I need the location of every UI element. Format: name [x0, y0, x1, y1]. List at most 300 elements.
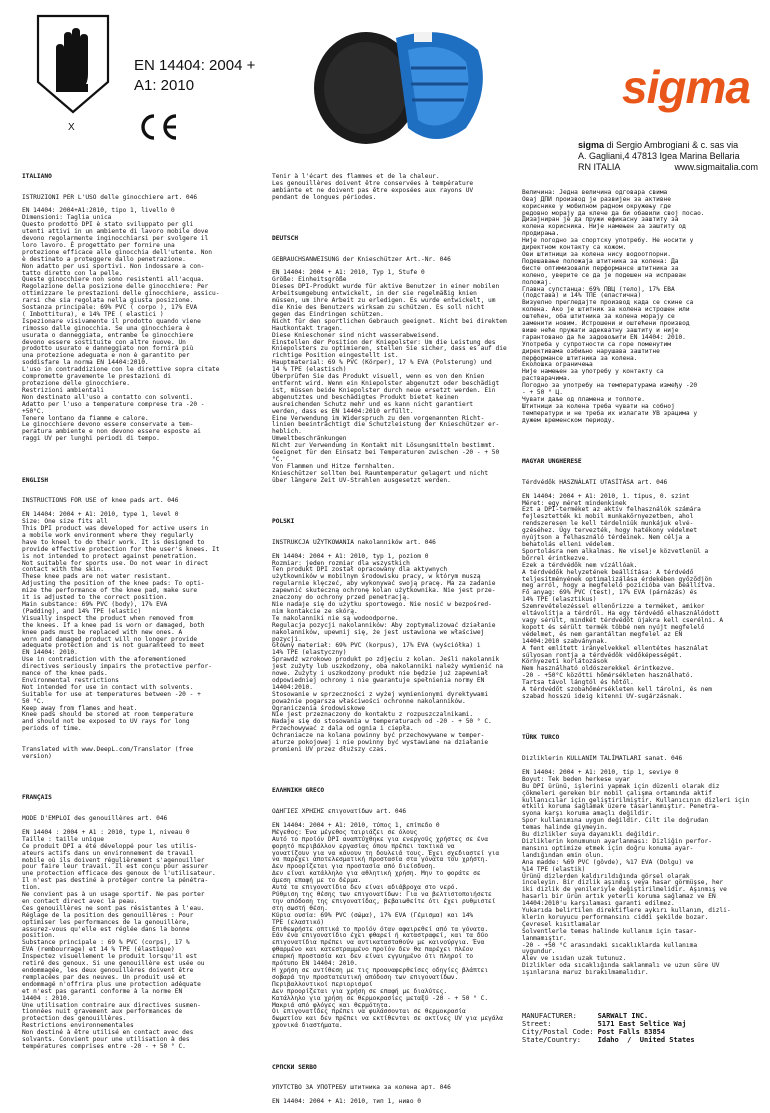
- text-line: retiré des genoux. Si une genouillère est usée ou: [22, 960, 205, 968]
- company-website: www.sigmaitalia.com: [674, 162, 758, 172]
- company-address: [578, 140, 758, 173]
- text-line: Μέγεθος: Ένα μέγεθος ταιριάζει σε όλους: [272, 828, 418, 836]
- text-line: Queste ginocchiere non sono resistenti all'acqua.: [22, 276, 205, 284]
- text-line: επιγονατίδια πρέπει να αντικατασταθούν με καινούργια. Ένα: [272, 939, 485, 947]
- francais-continued: [272, 174, 512, 202]
- text-line: regularnie klęczeć, aby wykonywać swoją pracę. Ma za zadanie: [272, 580, 496, 588]
- text-line: Suitable for use at temperatures between -20 - +: [22, 690, 201, 698]
- text-line: rendszeresen le kell térdelniük munkájuk elvé-: [522, 520, 694, 528]
- text-line: INSTRUKCJA UŻYTKOWANIA nakolanników art. 046: [272, 538, 436, 546]
- manufacturer-label: Street:: [522, 1019, 552, 1028]
- serbian-title: СРПСКИ SERBO: [272, 1063, 317, 1071]
- polski-title: POLSKI: [272, 518, 295, 526]
- text-line: kopott és sérült termék többé nem nyújt megfelelő: [522, 623, 705, 631]
- text-line: Није погодно за спортску употребу. Не носити у: [522, 237, 694, 245]
- text-line: EN 14404: 2004 + A1: 2010, тип 1, ниво 0: [272, 1098, 422, 1106]
- text-line: etkili koruma sağlamak üzere tasarlanmıştır. Penetra-: [522, 803, 720, 811]
- text-line: Ces genouillères ne sont pas résistantes à l'eau.: [22, 904, 205, 912]
- text-line: Tenir à l'écart des flammes et de la chaleur.: [272, 172, 440, 180]
- text-line: Дизајниран је да пружи ефикасну заштиту за: [522, 216, 679, 224]
- text-line: Δεν είναι κατάλληλο για αθλητική χρήση. Μην το φοράτε σε: [272, 870, 481, 878]
- text-line: müssen, um ihre Arbeit zu erledigen. Es wurde entwickelt, um: [272, 297, 496, 305]
- text-line: EVA (rembourrage) et 14 % TPE (élastique): [22, 946, 175, 954]
- text-line: Stosowanie w sprzeczności z wyżej wymienionymi dyrektywami: [272, 690, 489, 698]
- text-line: Nem használható oldószerekkel érintkezve.: [522, 665, 675, 673]
- text-line: nyújtson a felhasználó térdeinek. Nem célja a: [522, 534, 690, 542]
- text-line: remplacées par des neuves. Un produit usé et: [22, 973, 186, 981]
- text-line: mansını optimize etmek için doğru konuma ayar-: [522, 844, 694, 852]
- text-line: températures comprises entre -20 - + 50 ° C.: [22, 1042, 186, 1050]
- text-line: Te nakolanniki nie są wodoodporne.: [272, 614, 399, 622]
- column-3: [522, 176, 754, 1051]
- text-line: tion.: [22, 884, 41, 892]
- text-line: zapewnić skuteczną ochronę kolan użytkownika. Nie jest prze-: [272, 587, 496, 595]
- text-line: endommagée, les deux genouillères doivent être: [22, 967, 194, 974]
- text-line: Alev ve ısıdan uzak tutunuz.: [522, 955, 627, 963]
- text-line: Not suitable for sports use. Do not wear in direct: [22, 559, 209, 567]
- polski-section: [272, 540, 512, 754]
- text-line: EN 14404: 2004 + A1: 2010, tip 1, seviye 0: [522, 768, 679, 776]
- text-line: promieni UV przez dłuższy czas.: [272, 746, 388, 753]
- text-line: poważnie pogarsza właściwości ochronne nakolanników.: [272, 697, 466, 705]
- company-name: sigma: [578, 140, 605, 150]
- text-line: Yukarıda belirtilen direktiflere aykırı kullanım, dizli-: [522, 907, 731, 915]
- text-line: teljesítményének optimalizálása érdekében győződjön: [522, 575, 712, 583]
- text-line: is not intended to protect against penetration.: [22, 552, 198, 560]
- text-line: (подстава) и 14% ТПЕ (еластична): [522, 292, 642, 300]
- text-line: Δεν προορίζεται για χρήση σε επαφή με διαλύτες.: [272, 987, 448, 995]
- text-line: Environmental restrictions: [22, 676, 119, 684]
- text-line: колена. Ако је штитник за колена истрошен или: [522, 306, 690, 314]
- text-line: szabad hosszú ideig kitenni UV-sugárzásnak.: [522, 692, 683, 700]
- text-line: EN 14404: 2004 + A1: 2010, Typ 1, Stufe 0: [272, 269, 425, 277]
- text-line: Dieses DPI-Produkt wurde für aktive Benutzer in einer mobilen: [272, 283, 500, 291]
- text-line: odpowiedniej ochrony i nie gwarantuje spełnienia normy EN: [272, 676, 485, 684]
- text-line: Les genouillères doivent être conservées à température: [272, 179, 474, 187]
- text-line: σοβαρά την προστατευτική απόδοση των επιγονατίδων.: [272, 973, 459, 981]
- text-line: [22, 733, 267, 740]
- francais-section: [22, 816, 267, 1051]
- text-line: 14 % TPE (elastisch): [272, 366, 347, 374]
- text-line: Réglage de la position des genouillères : Pour: [22, 911, 194, 919]
- text-line: iki dizlik de yenileriyle değiştirilmelidir. Aşınmış ve: [522, 886, 727, 894]
- text-line: Ispezionare visivamente il prodotto quando viene: [22, 317, 201, 325]
- text-line: rimosso dalle ginocchia. Se una ginocchiera è: [22, 324, 190, 332]
- text-line: колена корисника. Није намењен за заштиту од: [522, 223, 686, 231]
- text-line: worn and damaged product will no longer provide: [22, 635, 198, 643]
- text-line: pozycji.: [272, 635, 302, 643]
- text-line: en contact direct avec la peau.: [22, 897, 138, 905]
- text-line: Kniepolsters zu optimieren, stellen Sie sicher, dass es auf die: [272, 345, 507, 353]
- text-line: temas halinde giymeyin.: [522, 824, 608, 832]
- text-line: Térdvédők HASZNÁLATI UTASÍTÁSA art. 046: [522, 478, 668, 486]
- knee-pad-product-photo: [296, 10, 496, 155]
- text-line: температури и не треба их излагати УВ зрацима у: [522, 409, 698, 417]
- text-line: Dizliklerin KULLANIM TALİMATLARI sanat. 046: [522, 755, 683, 763]
- text-line: EN 14404: 2010.: [22, 649, 78, 657]
- text-line: продирања.: [522, 230, 560, 238]
- manufacturer-value: Post Falls 83854: [597, 1027, 666, 1036]
- text-line: EN 14404: 2004 + A1: 2010, type 1, level 0: [22, 511, 179, 519]
- column-2: [272, 160, 512, 1113]
- text-line: Rozmiar: jeden rozmiar dla wszystkich: [272, 559, 410, 567]
- text-line: - + 50 ° Ц.: [522, 389, 563, 397]
- text-line: loro lavoro. È progettato per fornire una: [22, 241, 175, 249]
- text-line: Przechowywać z dala od ognia i ciepła.: [272, 725, 414, 733]
- text-line: landığından emin olun.: [522, 851, 604, 859]
- text-line: ambiante et ne doivent pas être exposées aux rayons UV: [272, 186, 474, 194]
- text-line: Dizliklerin konumunun ayarlanması: Dizliğin perfor-: [522, 837, 712, 845]
- text-line: Sportolásra nem alkalmas. Ne viselje közvetlenül a: [522, 547, 709, 555]
- text-line: ISTRUZIONI PER L'USO delle ginocchiere art. 046: [22, 193, 198, 201]
- text-line: Non adatto per usi sportivi. Non indossare a con-: [22, 262, 205, 270]
- text-line: Αυτό το προϊόν DPI αναπτύχθηκε για ενεργούς χρήστες σε ένα: [272, 835, 489, 843]
- text-line: више неће пружати адекватну заштиту и није: [522, 326, 679, 334]
- text-line: Eine Verwendung im Widerspruch zu den vorgenannten Richt-: [272, 414, 485, 422]
- text-line: φθαρμένο και κατεστραμμένο προϊόν δεν θα παρέχει πλέον: [272, 946, 474, 954]
- text-line: Подешавање положаја штитника за колена: Да: [522, 257, 679, 265]
- text-line: Nicht für den sportlichen Gebrauch geeignet. Nicht bei direktem: [272, 317, 507, 325]
- text-line: УПУТСТВО ЗА УПОТРЕБУ штитника за колена арт. 046: [272, 1084, 451, 1092]
- text-line: ateurs actifs dans un environnement de travail: [22, 849, 194, 857]
- text-line: 14404:2010.: [272, 683, 313, 691]
- text-line: Solventlerle temas halinde kullanım için tasar-: [522, 927, 698, 935]
- text-line: rarsi che sia regolata nella giusta posizione.: [22, 297, 194, 305]
- text-line: adequate protection and is not guaranteed to meet: [22, 642, 205, 650]
- text-line: положај.: [522, 278, 552, 286]
- text-line: -20 - +50°C közötti hőmérsékleten használható.: [522, 672, 694, 680]
- text-line: директивама озбиљно нарушава заштитне: [522, 347, 660, 355]
- text-line: devono regolarmente inginocchiarsi per svolgere il: [22, 234, 209, 242]
- text-line: usurata o danneggiata, entrambe le ginocchiere: [22, 331, 194, 339]
- text-line: χρονικά διαστήματα.: [272, 1022, 343, 1030]
- text-line: Κύρια ουσία: 69% PVC (σώμα), 17% EVA (Γέμισμα) και 14%: [272, 911, 474, 919]
- x-mark: X: [68, 122, 75, 133]
- text-line: Größe: Einheitsgröße: [272, 276, 347, 284]
- text-line: 14% TPE (elastyczny): [272, 649, 347, 657]
- text-line: Geeignet für den Einsatz bei Temperaturen zwischen -20 - + 50: [272, 449, 500, 457]
- text-line: EN 14404 : 2004 + A1 : 2010, type 1, niveau 0: [22, 828, 190, 836]
- text-line: Употреба у супротности са горе поменутим: [522, 340, 672, 348]
- text-line: pendant de longues périodes.: [272, 193, 377, 201]
- text-line: 14404:2010 szabványnak.: [522, 637, 608, 645]
- text-line: кориснике у мобилном радном окружењу где: [522, 202, 672, 210]
- text-line: solvants. Convient pour une utilisation à des: [22, 1036, 190, 1044]
- text-line: Dizlikler oda sıcaklığında saklanmalı ve uzun süre UV: [522, 962, 720, 970]
- text-line: бисте оптимизовали перформансе штитника за: [522, 264, 679, 272]
- text-line: jest zużyty lub uszkodzony, oba nakolanniki należy wymienić na: [272, 663, 503, 671]
- text-line: Ρύθμιση της θέσης των επιγονατίδων: Για να βελτιστοποιήσετε: [272, 891, 492, 899]
- text-line: Ezt a DPI-terméket az aktív felhasználók számára: [522, 506, 701, 514]
- text-line: çökmeleri gereken bir mobil çalışma ortamında aktif: [522, 789, 712, 797]
- text-line: Knieschützer sollten bei Raumtemperatur gelagert und nicht: [272, 469, 489, 477]
- text-line: [272, 1092, 512, 1099]
- text-line: Tenere lontano da fiamme e calore.: [22, 414, 149, 422]
- standard-line-2: A1: 2010: [134, 77, 195, 94]
- text-line: Главна супстанца: 69% ПВЦ (тело), 17% ЕВА: [522, 285, 675, 293]
- text-line: linien beeinträchtigt die Schutzleistung der Knieschützer er-: [272, 421, 500, 429]
- text-line: nowe. Zużyty i uszkodzony produkt nie będzie już zapewniał: [272, 670, 489, 678]
- text-line: гарантовано да ће задовољити EN 14404: 2010.: [522, 333, 686, 341]
- column-1: [22, 160, 267, 1058]
- text-line: entfernt wird. Wenn ein Kniepolster abgenutzt oder beschädigt: [272, 379, 500, 387]
- text-line: Ochraniacze na kolana powinny być przechowywane w temper-: [272, 732, 485, 740]
- text-line: Bu dizlikler suya dayanıklı değildir.: [522, 831, 660, 839]
- company-country: RN ITALIA: [578, 162, 621, 172]
- text-line: ist, müssen beide Kniepolster durch neue ersetzt werden. Ein: [272, 386, 496, 394]
- text-line: Méret: egy méret mindenkinek: [522, 499, 627, 507]
- manufacturer-label: MANUFACTURER:: [522, 1011, 577, 1020]
- text-line: EN 14404: 2004+A1:2010, tipo 1, livello 0: [22, 207, 175, 215]
- text-line: Ten produkt DPI został opracowany dla aktywnych: [272, 566, 448, 574]
- company-line-2: A. Gagliani,4 47813 Igea Marina Bellaria: [578, 151, 740, 161]
- text-line: syona karşı koruma amaçlı değildir.: [522, 810, 653, 818]
- text-line: protezione efficace alle ginocchia dell'utente. Non: [22, 248, 212, 256]
- text-line: 14404 : 2010.: [22, 994, 71, 1002]
- text-line: gegen das Eindringen schützen.: [272, 310, 384, 318]
- text-line: Taille : taille unique: [22, 835, 104, 843]
- text-line: assurez-vous qu'elle est réglée dans la bonne: [22, 925, 190, 933]
- text-line: Boyut: Tek beden herkese uyar: [522, 775, 631, 783]
- text-line: Ce produit DPI a été développé pour les utilis-: [22, 842, 198, 850]
- deutsch-title: DEUTSCH: [272, 234, 299, 242]
- text-line: (Padding), and 14% TPE (elastic): [22, 607, 142, 615]
- text-line: it is adjusted to the correct position.: [22, 594, 168, 602]
- text-line: Arbeitsumgebung entwickelt, in der sie regelmäßig knien: [272, 290, 477, 298]
- text-line: Dimensioni: Taglia unica: [22, 214, 112, 222]
- text-line: aturze pokojowej i nie powinny być wystawiane na działanie: [272, 739, 489, 747]
- text-line: gzéséhez. Úgy tervezték, hogy hatékony védelmet: [522, 527, 698, 535]
- text-line: редовно морају да клече да би обавили свој посао.: [522, 209, 705, 217]
- text-line: %14 TPE (elastik): [522, 865, 586, 873]
- text-line: richtige Position eingestellt ist.: [272, 352, 399, 360]
- text-line: TPE (ελαστικό): [272, 918, 325, 926]
- text-line: дужем временском периоду.: [522, 416, 616, 424]
- turk-title: TÜRK TURCO: [522, 734, 560, 742]
- text-line: Spor kullanımına uygun değildir. Cilt ile doğrudan: [522, 817, 709, 825]
- text-line: Ana madde: %69 PVC (gövde), %17 EVA (Dolgu) ve: [522, 858, 694, 866]
- brand-logo: sigma: [622, 61, 750, 113]
- francais-title: FRANÇAIS: [22, 794, 52, 802]
- text-line: version): [22, 752, 52, 760]
- text-line: +50°C.: [22, 407, 45, 415]
- text-line: Οι επιγονατίδες πρέπει να φυλάσσονται σε θερμοκρασία: [272, 1008, 466, 1016]
- english-section: [22, 498, 267, 760]
- text-line: Restrizioni ambientali: [22, 386, 104, 394]
- text-line: Чувати даље од пламена и топлоте.: [522, 396, 645, 403]
- text-line: użytkowników w mobilnym środowisku pracy, w którym muszą: [272, 573, 481, 581]
- manufacturer-value: Idaho / United States: [597, 1035, 695, 1044]
- text-line: Εάν ένα επιγονατίδιο έχει φθαρεί ή καταστραφεί, και τα δύο: [272, 932, 489, 940]
- glove-pictogram-icon: [36, 14, 110, 114]
- english-title: ENGLISH: [22, 476, 49, 484]
- text-line: znaczony do ochrony przed penetracją.: [272, 594, 410, 602]
- text-line: Regulacja pozycji nakolanników: Aby zoptymalizować działanie: [272, 621, 496, 629]
- text-line: Визуелно прегледајте производ када се скине са: [522, 299, 694, 307]
- text-line: Überprüfen Sie das Produkt visuell, wenn es von den Knien: [272, 373, 485, 381]
- text-line: колено, уверите се да је подешен на исправан: [522, 271, 686, 279]
- text-line: Δεν προορίζεται για προστασία από διείσδυση.: [272, 863, 436, 871]
- text-line: heblich.: [272, 428, 302, 436]
- text-line: 14% TPE (elasztikus): [522, 596, 597, 604]
- text-line: A fent említett irányelvekkel ellentétes használat: [522, 644, 709, 652]
- deutsch-section: [272, 257, 512, 485]
- magyar-section: [522, 480, 754, 701]
- text-line: MODE D'EMPLOI des genouillères art. 046: [22, 815, 168, 823]
- manufacturer-value: SARWALT INC.: [597, 1011, 649, 1020]
- serbian-section: [272, 1085, 512, 1106]
- text-line: Nie nadaje się do użytku sportowego. Nie nosić w bezpośred-: [272, 600, 492, 608]
- manufacturer-rows: [522, 1012, 699, 1044]
- text-line: utenti attivi in un ambiente di lavoro mobile dove: [22, 228, 209, 236]
- text-line: Tartsa távol lángtól és hőtől.: [522, 679, 634, 687]
- text-line: Κατάλληλο για χρήση σε θερμοκρασίες μεταξύ -20 - + 50 ° C.: [272, 994, 489, 1002]
- text-line: nakolanników, upewnij się, że jest ustawiona we właściwej: [272, 628, 485, 636]
- text-line: Einstellen der Position der Kniepolster: Um die Leistung des: [272, 338, 496, 346]
- text-line: nim kontakcie ze skórą.: [272, 607, 358, 615]
- text-line: Non destinato all'uso a contatto con solventi.: [22, 393, 194, 401]
- text-line: protection des genouillères.: [22, 1015, 127, 1023]
- text-line: Knee pads should be stored at room temperature: [22, 711, 194, 719]
- text-line: une protection efficace des genoux de l'utilisateur.: [22, 870, 216, 878]
- text-line: uygundur.: [522, 948, 556, 956]
- text-line: védelmet, és nem garantáltan megfelel az EN: [522, 630, 683, 638]
- text-line: mance of the knee pads.: [22, 670, 108, 678]
- text-line: Η χρήση σε αντίθεση με τις προαναφερθείσες οδηγίες βλάπτει: [272, 966, 489, 974]
- text-line: behatolás elleni védelem.: [522, 541, 616, 549]
- text-line: Umweltbeschränkungen: [272, 435, 347, 443]
- text-line: заменити новим. Истрошени и оштећени производ: [522, 320, 690, 328]
- text-line: inceleyin. Bir dizlik aşınmış veya hasar görmüşse, her: [522, 879, 724, 887]
- text-line: Ograniczenia środowiskowe: [272, 704, 366, 712]
- text-line: Main substance: 69% PVC (body), 17% EVA: [22, 600, 168, 608]
- text-line: Non destiné à être utilisé en contact avec des: [22, 1029, 194, 1037]
- text-line: periods of time.: [22, 725, 82, 733]
- text-line: Questo prodotto DPI è stato sviluppato per gli: [22, 221, 194, 229]
- text-line: ( Imbottitura), e 14% TPE ( elastici ): [22, 310, 164, 318]
- text-line: Çevresel kısıtlamalar: [522, 920, 601, 928]
- text-line: pour faire leur travail. Il est conçu pour assurer: [22, 863, 209, 871]
- text-line: Fő anyag: 69% PVC (test), 17% EVA (párnázás) és: [522, 589, 698, 597]
- text-line: Επιθεωρήστε οπτικά το προϊόν όταν αφαιρεθεί από τα γόνατα.: [272, 925, 489, 933]
- text-line: Bu DPI ürünü, işlerini yapmak için düzenli olarak diz: [522, 782, 720, 790]
- text-line: werden, dass es EN 14404:2010 erfüllt.: [272, 407, 414, 415]
- text-line: è destinato a proteggere dallo penetrazione.: [22, 255, 186, 263]
- text-line: Sprawdź wzrokowo produkt po zdjęciu z kolan. Jeśli nakolannik: [272, 656, 500, 664]
- text-line: Hauptmaterial: 69 % PVC (Körper), 17 % EVA (Polsterung) und: [272, 359, 492, 367]
- text-line: Substance principale : 69 % PVC (corps), 17 %: [22, 939, 190, 947]
- text-line: Nadaje się do stosowania w temperaturach od -20 - + 50 ° C.: [272, 718, 492, 726]
- manufacturer-row: [522, 1036, 699, 1044]
- text-line: have to kneel to do their work. It is designed to: [22, 538, 205, 546]
- text-line: tatto diretto con la pelle.: [22, 269, 123, 277]
- text-line: die Knie des Benutzers wirksam zu schützen. Es soll nicht: [272, 304, 485, 312]
- manufacturer-value: 5171 East Seltice Waj: [597, 1019, 687, 1028]
- text-line: Inspectez visuellement le produit lorsqu'il est: [22, 953, 198, 961]
- text-line: compromette gravemente le prestazioni di: [22, 373, 172, 381]
- text-line: Adjusting the position of the knee pads: To opti-: [22, 580, 205, 588]
- text-line: EN 14404: 2004 + A1: 2010, τύπος 1, επίπεδο 0: [272, 821, 440, 829]
- text-line: άμεση επαφή με το δέρμα.: [272, 877, 362, 885]
- text-line: bőrrel érintkezve.: [522, 554, 590, 562]
- magyar-title: MAGYAR UNGHERESE: [522, 458, 582, 466]
- text-line: Von Flammen und Hitze fernhalten.: [272, 462, 395, 470]
- text-line: -20 - +50 °C arasındaki sıcaklıklarda kullanıma: [522, 941, 698, 949]
- text-line: ausreichenden Schutz mehr und es kann nicht garantiert: [272, 400, 474, 408]
- text-line: INSTRUCTIONS FOR USE of knee pads art. 046: [22, 497, 179, 505]
- text-line: γονατίζουν για να κάνουν τη δουλειά τους. Έχει σχεδιαστεί για: [272, 849, 500, 857]
- text-line: über längere Zeit UV-Strahlen ausgesetzt werden.: [272, 476, 451, 484]
- text-line: the knees. If a knee pad is worn or damaged, both: [22, 621, 205, 629]
- manufacturer-label: City/Postal Code:: [522, 1027, 594, 1036]
- text-line: δωματίου και δεν πρέπει να εκτίθενται σε ακτίνες UV για μεγάλα: [272, 1015, 503, 1023]
- text-line: Restrictions environnementales: [22, 1022, 134, 1030]
- text-line: ışınlarına maruz bırakılmamalıdır.: [522, 969, 649, 977]
- text-line: Hautkontakt tragen.: [272, 324, 343, 332]
- text-line: directives seriously impairs the protective perfor-: [22, 663, 212, 671]
- text-line: оштећен, оба штитника за колена морају се: [522, 313, 675, 321]
- text-line: Ne convient pas à un usage sportif. Ne pas porter: [22, 891, 205, 899]
- text-line: Sostanza principale: 69% PVC ( corpo ), 17% EVA: [22, 304, 198, 312]
- turk-section: [522, 756, 754, 977]
- text-line: EN 14404: 2004 + A1: 2010, 1. típus, 0. szint: [522, 492, 690, 500]
- text-line: 50 °C.: [22, 697, 45, 705]
- text-line: директном контакту са кожом.: [522, 244, 627, 252]
- text-line: πρότυπο EN 14404: 2010.: [272, 960, 358, 968]
- italiano-title: ITALIANO: [22, 172, 52, 180]
- text-line: 14404:2010'u karşılaması garanti edilmez.: [522, 900, 675, 908]
- company-line-3: [578, 162, 758, 173]
- text-line: Није намењен за употребу у контакту са: [522, 368, 664, 376]
- text-line: Αυτά τα επιγονατίδια δεν είναι αδιάβροχα στο νερό.: [272, 884, 459, 892]
- text-line: mobile où ils doivent régulièrement s'agenouiller: [22, 856, 205, 864]
- text-line: meg arról, hogy a megfelelő pozícióba van beállítva.: [522, 582, 716, 590]
- text-line: перформансе штитника за колена.: [522, 354, 638, 362]
- text-line: Keep away from flames and heat.: [22, 704, 138, 712]
- text-line: Regolazione della posizione delle ginocchiere: Per: [22, 283, 209, 291]
- manufacturer-row: [522, 1012, 699, 1020]
- text-line: Size: One size fits all: [22, 518, 108, 526]
- text-line: raggi UV per lunghi periodi di tempo.: [22, 435, 160, 443]
- text-line: mize the performance of the knee pad, make sure: [22, 587, 198, 595]
- text-line: Une utilisation contraire aux directives susmen-: [22, 1001, 201, 1009]
- text-line: kullanıcılar için geliştirilmiştir. Kullanıcının dizleri için: [522, 796, 750, 804]
- text-line: Погодно за употребу на температурама између -20: [522, 382, 698, 390]
- italiano-section: [22, 195, 267, 444]
- text-line: provide effective protection for the user's knees. It: [22, 545, 220, 553]
- text-line: φορητό περιβάλλον εργασίας όπου πρέπει τακτικά να: [272, 842, 455, 850]
- text-line: This DPI product was developed for active users in: [22, 525, 209, 533]
- text-line: protezione delle ginocchiere.: [22, 380, 131, 387]
- text-line: hasarlı bir ürün artık yeterli koruma sağlamaz ve EN: [522, 893, 716, 901]
- text-line: a mobile work environment where they regularly: [22, 531, 194, 539]
- company-line-1: [578, 140, 758, 151]
- text-line: These knee pads are not water resistant.: [22, 573, 172, 581]
- text-line: Еколошка ограничења: [522, 361, 593, 369]
- manufacturer-label: State/Country:: [522, 1035, 582, 1044]
- text-line: Visually inspect the product when removed from: [22, 614, 194, 622]
- text-line: ottimizzare le prestazioni delle ginocchiere, assicu-: [22, 290, 220, 298]
- text-line: position.: [22, 932, 56, 940]
- text-line: Translated with www.DeepL.com/Translator (free: [22, 746, 194, 754]
- text-line: endommagé n'offrira plus une protection adéquate: [22, 980, 201, 988]
- text-line: GEBRAUCHSANWEISUNG der Knieschützer Art.-Nr. 046: [272, 255, 451, 263]
- text-line: Ezek a térdvédők nem vízállóak.: [522, 561, 638, 569]
- text-line: την απόδοση της επιγονατίδας, βεβαιωθείτε ότι έχει ρυθμιστεί: [272, 897, 496, 905]
- company-line-1-text: di Sergio Ambrogiani & c. sas via: [604, 140, 739, 150]
- text-line: Adatto per l'uso a temperature comprese tra -20 -: [22, 400, 205, 408]
- text-line: una protezione adeguata e non è garantito per: [22, 352, 190, 360]
